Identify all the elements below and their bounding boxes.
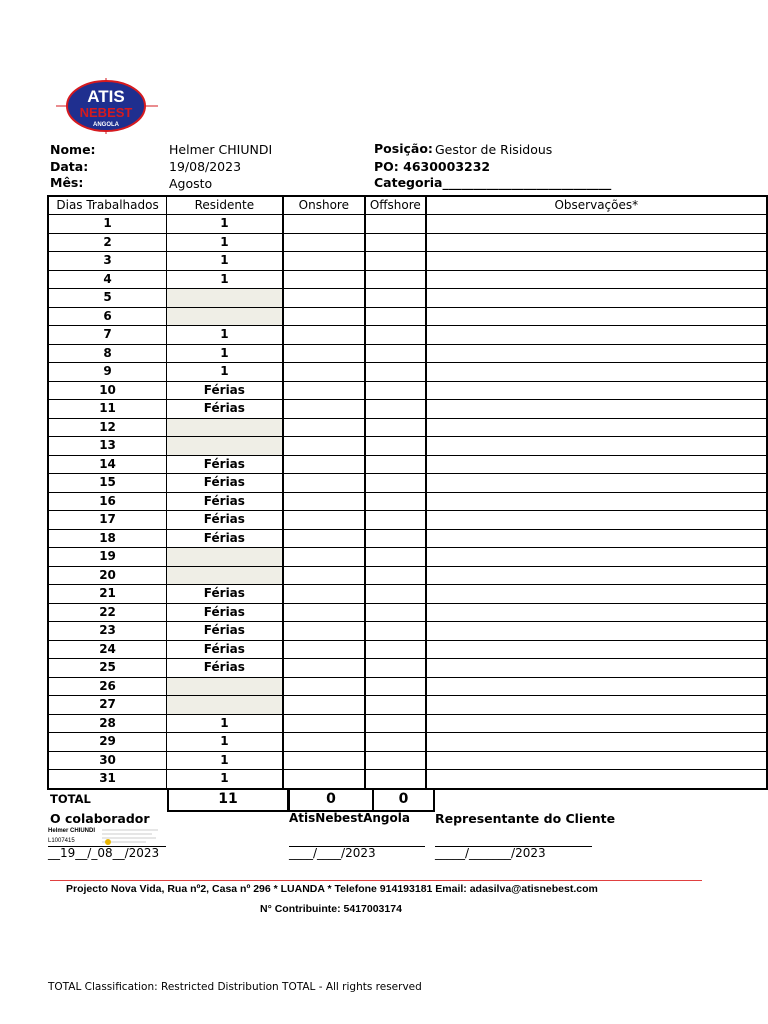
observacoes-cell xyxy=(426,566,767,585)
onshore-cell xyxy=(283,307,365,326)
day-cell: 4 xyxy=(48,270,167,289)
day-cell: 9 xyxy=(48,363,167,382)
table-row xyxy=(48,455,767,474)
onshore-cell xyxy=(283,363,365,382)
logo-text-atis: ATIS xyxy=(87,87,125,106)
onshore-cell xyxy=(283,770,365,789)
offshore-cell xyxy=(365,529,426,548)
table-row xyxy=(48,307,767,326)
day-cell: 19 xyxy=(48,548,167,567)
table-row xyxy=(48,363,767,382)
offshore-cell xyxy=(365,455,426,474)
data-value: 19/08/2023 xyxy=(169,159,242,174)
onshore-cell xyxy=(283,289,365,308)
onshore-cell xyxy=(283,511,365,530)
day-cell: 29 xyxy=(48,733,167,752)
onshore-cell xyxy=(283,326,365,345)
onshore-cell xyxy=(283,492,365,511)
offshore-cell xyxy=(365,511,426,530)
observacoes-cell xyxy=(426,659,767,678)
observacoes-cell xyxy=(426,511,767,530)
table-row xyxy=(48,714,767,733)
residente-cell: Férias xyxy=(167,603,283,622)
observacoes-cell xyxy=(426,455,767,474)
timesheet-table xyxy=(47,195,768,790)
offshore-cell xyxy=(365,585,426,604)
residente-cell: Férias xyxy=(167,474,283,493)
day-cell: 25 xyxy=(48,659,167,678)
digital-signature-stamp xyxy=(102,826,160,846)
onshore-cell xyxy=(283,400,365,419)
table-row xyxy=(48,344,767,363)
day-cell: 31 xyxy=(48,770,167,789)
onshore-cell xyxy=(283,215,365,234)
offshore-cell xyxy=(365,233,426,252)
residente-cell xyxy=(167,677,283,696)
day-cell: 5 xyxy=(48,289,167,308)
nome-value: Helmer CHIUNDI xyxy=(169,142,273,157)
residente-cell xyxy=(167,437,283,456)
onshore-cell xyxy=(283,548,365,567)
table-header-row xyxy=(48,196,767,215)
onshore-cell xyxy=(283,603,365,622)
observacoes-cell xyxy=(426,751,767,770)
table-row xyxy=(48,566,767,585)
observacoes-cell xyxy=(426,418,767,437)
logo-text-nebest: NEBEST xyxy=(79,105,133,120)
residente-cell: 1 xyxy=(167,344,283,363)
onshore-cell xyxy=(283,714,365,733)
residente-cell: 1 xyxy=(167,252,283,271)
offshore-cell xyxy=(365,677,426,696)
offshore-cell xyxy=(365,640,426,659)
table-row xyxy=(48,233,767,252)
residente-cell: 1 xyxy=(167,233,283,252)
onshore-cell xyxy=(283,751,365,770)
table-row xyxy=(48,252,767,271)
day-cell: 13 xyxy=(48,437,167,456)
day-cell: 15 xyxy=(48,474,167,493)
day-cell: 2 xyxy=(48,233,167,252)
onshore-cell xyxy=(283,270,365,289)
offshore-cell xyxy=(365,770,426,789)
digital-signature-code: L1007415 xyxy=(48,838,75,844)
col-observacoes: Observações* xyxy=(426,196,767,215)
residente-cell: 1 xyxy=(167,270,283,289)
onshore-cell xyxy=(283,233,365,252)
residente-cell: 1 xyxy=(167,326,283,345)
residente-cell: 1 xyxy=(167,215,283,234)
offshore-cell xyxy=(365,307,426,326)
table-row xyxy=(48,696,767,715)
table-row xyxy=(48,492,767,511)
table-row xyxy=(48,326,767,345)
offshore-cell xyxy=(365,714,426,733)
offshore-cell xyxy=(365,363,426,382)
offshore-cell xyxy=(365,603,426,622)
day-cell: 16 xyxy=(48,492,167,511)
day-cell: 11 xyxy=(48,400,167,419)
observacoes-cell xyxy=(426,474,767,493)
observacoes-cell xyxy=(426,344,767,363)
table-row xyxy=(48,603,767,622)
atis-label: AtisNebestAngola xyxy=(289,811,410,825)
day-cell: 12 xyxy=(48,418,167,437)
onshore-cell xyxy=(283,455,365,474)
residente-cell: Férias xyxy=(167,529,283,548)
day-cell: 21 xyxy=(48,585,167,604)
day-cell: 30 xyxy=(48,751,167,770)
total-offshore: 0 xyxy=(372,788,435,812)
observacoes-cell xyxy=(426,326,767,345)
posicao-value: Gestor de Risidous xyxy=(435,142,553,157)
onshore-cell xyxy=(283,566,365,585)
observacoes-cell xyxy=(426,381,767,400)
col-dias-trabalhados: Dias Trabalhados xyxy=(48,196,167,215)
observacoes-cell xyxy=(426,603,767,622)
residente-cell: 1 xyxy=(167,733,283,752)
col-offshore: Offshore xyxy=(365,196,426,215)
observacoes-cell xyxy=(426,677,767,696)
residente-cell: Férias xyxy=(167,659,283,678)
residente-cell: Férias xyxy=(167,622,283,641)
colaborador-date: __19__/_08__/2023 xyxy=(48,846,160,860)
day-cell: 20 xyxy=(48,566,167,585)
company-logo xyxy=(50,76,162,136)
observacoes-cell xyxy=(426,696,767,715)
offshore-cell xyxy=(365,418,426,437)
offshore-cell xyxy=(365,252,426,271)
table-row xyxy=(48,548,767,567)
digital-signature-name: Helmer CHIUNDI xyxy=(48,828,96,834)
mes-value: Agosto xyxy=(169,176,213,191)
observacoes-cell xyxy=(426,714,767,733)
onshore-cell xyxy=(283,252,365,271)
offshore-cell xyxy=(365,289,426,308)
offshore-cell xyxy=(365,566,426,585)
offshore-cell xyxy=(365,474,426,493)
residente-cell xyxy=(167,307,283,326)
table-row xyxy=(48,622,767,641)
observacoes-cell xyxy=(426,233,767,252)
observacoes-cell xyxy=(426,548,767,567)
onshore-cell xyxy=(283,640,365,659)
residente-cell: Férias xyxy=(167,455,283,474)
day-cell: 6 xyxy=(48,307,167,326)
day-cell: 1 xyxy=(48,215,167,234)
residente-cell: 1 xyxy=(167,751,283,770)
offshore-cell xyxy=(365,659,426,678)
onshore-cell xyxy=(283,344,365,363)
onshore-cell xyxy=(283,529,365,548)
day-cell: 26 xyxy=(48,677,167,696)
total-label: TOTAL xyxy=(50,792,91,806)
table-row xyxy=(48,474,767,493)
residente-cell xyxy=(167,696,283,715)
day-cell: 17 xyxy=(48,511,167,530)
table-row xyxy=(48,659,767,678)
residente-cell xyxy=(167,418,283,437)
table-row xyxy=(48,289,767,308)
offshore-cell xyxy=(365,437,426,456)
day-cell: 24 xyxy=(48,640,167,659)
day-cell: 10 xyxy=(48,381,167,400)
data-label: Data: xyxy=(50,159,89,174)
table-row xyxy=(48,640,767,659)
offshore-cell xyxy=(365,696,426,715)
offshore-cell xyxy=(365,326,426,345)
table-row xyxy=(48,677,767,696)
day-cell: 28 xyxy=(48,714,167,733)
observacoes-cell xyxy=(426,363,767,382)
onshore-cell xyxy=(283,437,365,456)
total-residente: 11 xyxy=(167,788,289,812)
observacoes-cell xyxy=(426,622,767,641)
day-cell: 18 xyxy=(48,529,167,548)
po-text: PO: 4630003232 xyxy=(374,159,491,174)
onshore-cell xyxy=(283,696,365,715)
onshore-cell xyxy=(283,733,365,752)
posicao-label: Posição: xyxy=(374,141,433,156)
residente-cell: Férias xyxy=(167,492,283,511)
cliente-label: Representante do Cliente xyxy=(435,811,616,826)
residente-cell: 1 xyxy=(167,363,283,382)
table-row xyxy=(48,585,767,604)
observacoes-cell xyxy=(426,437,767,456)
onshore-cell xyxy=(283,474,365,493)
observacoes-cell xyxy=(426,585,767,604)
observacoes-cell xyxy=(426,307,767,326)
observacoes-cell xyxy=(426,492,767,511)
residente-cell: Férias xyxy=(167,511,283,530)
col-residente: Residente xyxy=(167,196,283,215)
residente-cell xyxy=(167,548,283,567)
observacoes-cell xyxy=(426,270,767,289)
logo-text-angola: ANGOLA xyxy=(93,122,119,128)
cliente-date: _____/_______/2023 xyxy=(435,846,546,860)
offshore-cell xyxy=(365,751,426,770)
day-cell: 8 xyxy=(48,344,167,363)
table-row xyxy=(48,400,767,419)
observacoes-cell xyxy=(426,400,767,419)
table-row xyxy=(48,418,767,437)
table-row xyxy=(48,733,767,752)
residente-cell: Férias xyxy=(167,381,283,400)
footer-contribuinte: N° Contribuinte: 5417003174 xyxy=(260,903,402,915)
offshore-cell xyxy=(365,400,426,419)
residente-cell: Férias xyxy=(167,640,283,659)
total-onshore: 0 xyxy=(288,788,374,812)
onshore-cell xyxy=(283,418,365,437)
onshore-cell xyxy=(283,381,365,400)
classification-notice: TOTAL Classification: Restricted Distribution TOTAL - All rights reserved xyxy=(48,981,422,993)
observacoes-cell xyxy=(426,529,767,548)
residente-cell xyxy=(167,566,283,585)
residente-cell: 1 xyxy=(167,714,283,733)
table-row xyxy=(48,270,767,289)
observacoes-cell xyxy=(426,733,767,752)
onshore-cell xyxy=(283,622,365,641)
table-row xyxy=(48,437,767,456)
day-cell: 14 xyxy=(48,455,167,474)
observacoes-cell xyxy=(426,289,767,308)
footer-address: Projecto Nova Vida, Rua nº2, Casa nº 296 * LUANDA * Telefone 914193181 Email: adasilva@atisnebest.com xyxy=(66,883,598,895)
day-cell: 7 xyxy=(48,326,167,345)
table-row xyxy=(48,381,767,400)
offshore-cell xyxy=(365,733,426,752)
table-row xyxy=(48,215,767,234)
onshore-cell xyxy=(283,677,365,696)
day-cell: 27 xyxy=(48,696,167,715)
mes-label: Mês: xyxy=(50,175,84,190)
offshore-cell xyxy=(365,492,426,511)
observacoes-cell xyxy=(426,215,767,234)
table-row xyxy=(48,751,767,770)
colaborador-label: O colaborador xyxy=(50,811,150,826)
residente-cell: Férias xyxy=(167,585,283,604)
table-row xyxy=(48,511,767,530)
observacoes-cell xyxy=(426,770,767,789)
day-cell: 22 xyxy=(48,603,167,622)
day-cell: 3 xyxy=(48,252,167,271)
nome-label: Nome: xyxy=(50,142,96,157)
table-row xyxy=(48,770,767,789)
residente-cell: 1 xyxy=(167,770,283,789)
onshore-cell xyxy=(283,659,365,678)
atis-date: ____/____/2023 xyxy=(289,846,376,860)
residente-cell: Férias xyxy=(167,400,283,419)
observacoes-cell xyxy=(426,252,767,271)
offshore-cell xyxy=(365,622,426,641)
residente-cell xyxy=(167,289,283,308)
offshore-cell xyxy=(365,270,426,289)
offshore-cell xyxy=(365,548,426,567)
offshore-cell xyxy=(365,381,426,400)
col-onshore: Onshore xyxy=(283,196,365,215)
observacoes-cell xyxy=(426,640,767,659)
offshore-cell xyxy=(365,215,426,234)
day-cell: 23 xyxy=(48,622,167,641)
offshore-cell xyxy=(365,344,426,363)
onshore-cell xyxy=(283,585,365,604)
footer-rule xyxy=(50,880,702,881)
table-row xyxy=(48,529,767,548)
categoria-field: Categoria___________________________ xyxy=(374,175,612,190)
